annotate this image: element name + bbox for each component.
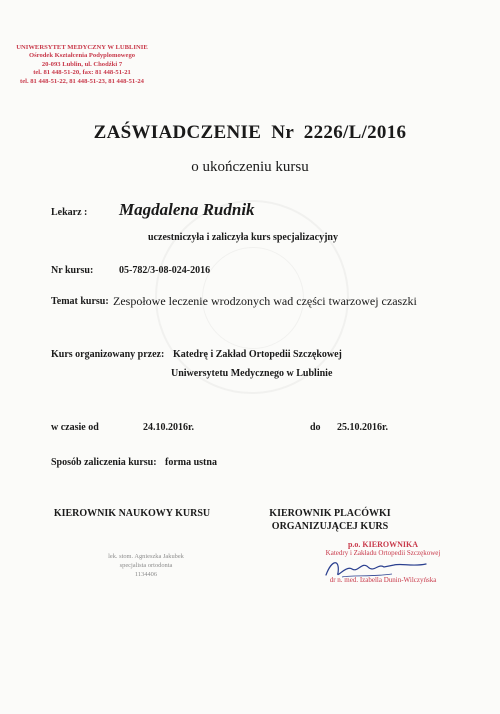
doctor-label: Lekarz : xyxy=(51,207,88,218)
facility-head-title-line-1: KIEROWNIK PLACÓWKI xyxy=(269,508,391,519)
stamp-line: 1134406 xyxy=(134,571,158,578)
topic-value: Zespołowe leczenie wrodzonych wad części twarzowej czaszki xyxy=(113,294,417,308)
exam-value: forma ustna xyxy=(165,457,217,468)
stamp-line: specjalista ortodonta xyxy=(119,562,173,569)
course-number-label: Nr kursu: xyxy=(51,265,94,276)
date-from-label: w czasie od xyxy=(51,422,99,433)
topic-label: Temat kursu: xyxy=(51,296,109,307)
organizer-label: Kurs organizowany przez: xyxy=(51,349,165,360)
stamp-line: tel. 81 448-51-20, fax: 81 448-51-21 xyxy=(33,69,131,77)
scientific-head-stamp xyxy=(96,552,196,579)
handwritten-signature-icon xyxy=(322,555,432,581)
course-number-value: 05-782/3-08-024-2016 xyxy=(119,265,211,276)
doctor-name: Magdalena Rudnik xyxy=(119,200,255,219)
organizer-line-1: Katedrę i Zakład Ortopedii Szczękowej xyxy=(173,349,342,360)
organizer-line-2: Uniwersytetu Medycznego w Lublinie xyxy=(171,368,333,379)
stamp-line: Katedry i Zakładu Ortopedii Szczękowej xyxy=(325,549,441,557)
stamp-line: tel. 81 448-51-22, 81 448-51-23, 81 448-51-24 xyxy=(20,77,144,85)
facility-head-title xyxy=(260,508,400,532)
scientific-head-title: KIEROWNIK NAUKOWY KURSU xyxy=(53,508,211,519)
institution-stamp xyxy=(6,44,158,86)
stamp-line: UNIWERSYTET MEDYCZNY W LUBLINIE xyxy=(16,44,148,51)
certificate-title: ZAŚWIADCZENIE Nr 2226/L/2016 xyxy=(93,122,407,143)
facility-head-title-line-2: ORGANIZUJĄCEJ KURS xyxy=(271,521,389,532)
stamp-line: lek. stom. Agnieszka Jakubek xyxy=(108,553,184,560)
stamp-line: 20-093 Lublin, ul. Chodźki 7 xyxy=(41,60,123,68)
stamp-line: p.o. KIEROWNIKA xyxy=(347,540,418,549)
stamp-line: Ośrodek Kształcenia Podyplomowego xyxy=(28,52,136,60)
exam-label: Sposób zaliczenia kursu: xyxy=(51,457,157,468)
certificate-subtitle: o ukończeniu kursu xyxy=(191,159,309,175)
stamp-line: dr n. med. Izabella Dunin-Wilczyńska xyxy=(329,576,437,584)
completion-text: uczestniczyła i zaliczyła kurs specjalizacyjny xyxy=(148,232,338,243)
date-to-label: do xyxy=(310,422,321,433)
date-to-value: 25.10.2016r. xyxy=(337,422,389,433)
date-from-value: 24.10.2016r. xyxy=(143,422,195,433)
